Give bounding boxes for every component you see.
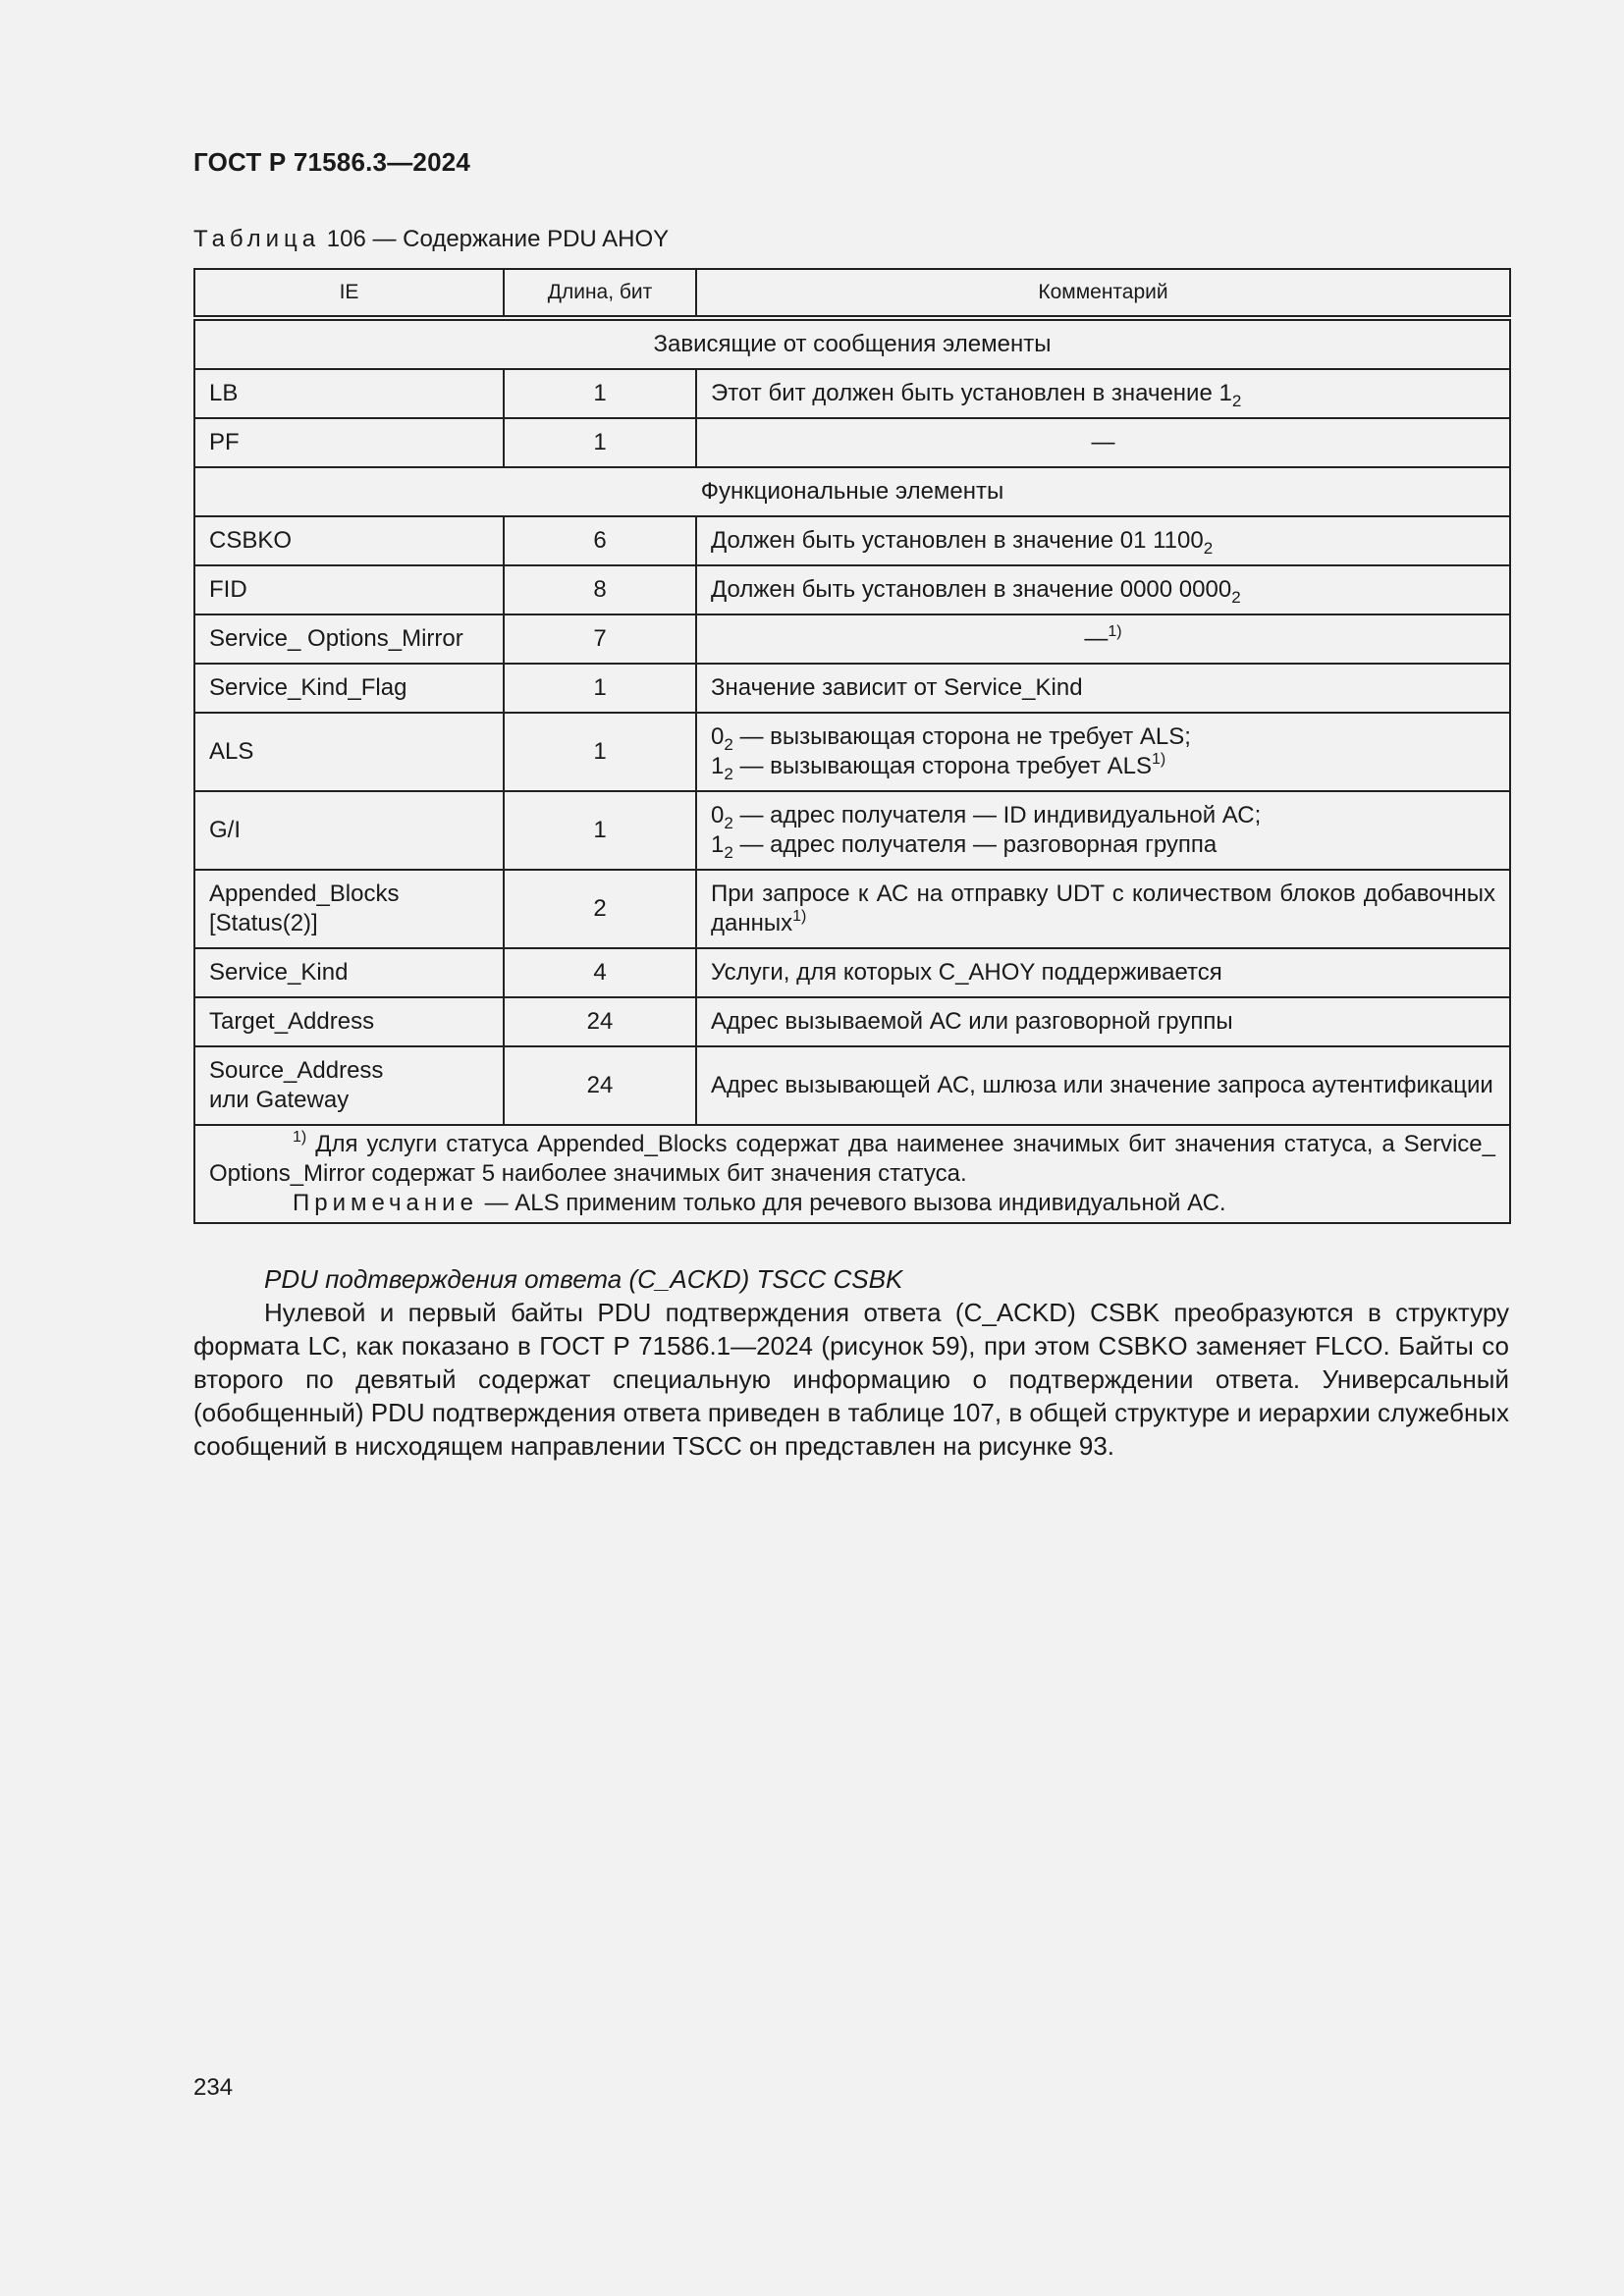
cell-length: 1 xyxy=(504,791,696,870)
table-caption-title: 106 — Содержание PDU AHOY xyxy=(326,226,670,252)
section-title: Функциональные элементы xyxy=(194,467,1510,516)
table-row xyxy=(194,418,1510,467)
section-subheading: PDU подтверждения ответа (C_ACKD) TSCC CSBK xyxy=(264,1264,903,1294)
table-header-row xyxy=(194,269,1510,318)
cell-ie: ALS xyxy=(194,713,504,791)
cell-comment: Услуги, для которых C_AHOY поддерживается xyxy=(696,948,1510,997)
cell-length: 1 xyxy=(504,664,696,713)
table-row xyxy=(194,948,1510,997)
cell-ie: PF xyxy=(194,418,504,467)
cell-ie: Source_Address или Gateway xyxy=(194,1046,504,1125)
cell-comment: $0_2$ — вызывающая сторона не требует ALS; $1_2$ — вызывающая сторона требует ALS$^{1)}$ xyxy=(696,713,1510,791)
table-row xyxy=(194,369,1510,418)
table-caption xyxy=(193,226,669,253)
cell-comment: $0_2$ — адрес получателя — ID индивидуальной АС; $1_2$ — адрес получателя — разговорная группа xyxy=(696,791,1510,870)
table-row xyxy=(194,614,1510,664)
pdu-table xyxy=(193,268,1511,1224)
table-footnote-row xyxy=(194,1125,1510,1223)
column-header-length: Длина, бит xyxy=(504,269,696,318)
cell-ie: G/I xyxy=(194,791,504,870)
table-row xyxy=(194,565,1510,614)
section-row xyxy=(194,467,1510,516)
document-id: ГОСТ Р 71586.3—2024 xyxy=(193,147,471,177)
footnote: $^{1)}$ Для услуги статуса Appended_Blocks содержат два наименее значимых бит значения статуса, а Service_ Options_Mirror содержат 5 наиболее значимых бит значения статуса. xyxy=(209,1129,1496,1187)
cell-length: 2 xyxy=(504,870,696,948)
body-paragraph: Нулевой и первый байты PDU подтверждения ответа (C_ACKD) CSBK преобразуются в структуру формата LC, как показано в ГОСТ Р 71586.1—2024 (рисунок 59), при этом CSBKO заменяет FLCO. Байты со второго по девятый содержат специальную информацию о подтверждении ответа. Универсальный (обобщенный) PDU подтверждения ответа приведен в таблице 107, в общей структуре и иерархии служебных сообщений в нисходящем направлении TSCC он представлен на рисунке 93. xyxy=(193,1298,1509,1461)
cell-length: 1 xyxy=(504,369,696,418)
table-note: Примечание — ALS применим только для речевого вызова индивидуальной АС. xyxy=(293,1190,1226,1216)
cell-ie: FID xyxy=(194,565,504,614)
cell-ie: Service_Kind xyxy=(194,948,504,997)
table-caption-word: Таблица xyxy=(193,226,321,252)
cell-ie: Appended_Blocks [Status(2)] xyxy=(194,870,504,948)
cell-length: 7 xyxy=(504,614,696,664)
cell-length: 24 xyxy=(504,997,696,1046)
cell-comment: При запросе к АС на отправку UDT с количеством блоков добавочных данных$^{1)}$ xyxy=(696,870,1510,948)
table-row xyxy=(194,1046,1510,1125)
page-number: 234 xyxy=(193,2074,234,2101)
column-header-ie: IE xyxy=(194,269,504,318)
cell-ie: LB xyxy=(194,369,504,418)
cell-length: 6 xyxy=(504,516,696,565)
cell-comment: Должен быть установлен в значение 0000 $0000_2$ xyxy=(696,565,1510,614)
section-title: Зависящие от сообщения элементы xyxy=(194,318,1510,369)
cell-comment: Адрес вызывающей АС, шлюза или значение запроса аутентификации xyxy=(696,1046,1510,1125)
cell-ie: CSBKO xyxy=(194,516,504,565)
column-header-comment: Комментарий xyxy=(696,269,1510,318)
cell-length: 8 xyxy=(504,565,696,614)
cell-length: 24 xyxy=(504,1046,696,1125)
cell-comment: Этот бит должен быть установлен в значение $1_2$ xyxy=(696,369,1510,418)
table-row xyxy=(194,713,1510,791)
cell-comment: Значение зависит от Service_Kind xyxy=(696,664,1510,713)
cell-ie: Service_ Options_Mirror xyxy=(194,614,504,664)
footnote-mark: 1) xyxy=(293,1129,307,1146)
cell-comment: Адрес вызываемой АС или разговорной группы xyxy=(696,997,1510,1046)
table-row xyxy=(194,870,1510,948)
table-row xyxy=(194,664,1510,713)
cell-comment: —$^{1)}$ xyxy=(696,614,1510,664)
body-section xyxy=(193,1262,1509,1463)
cell-comment: — xyxy=(696,418,1510,467)
cell-length: 1 xyxy=(504,713,696,791)
cell-length: 1 xyxy=(504,418,696,467)
cell-comment: Должен быть установлен в значение 01 $1100_2$ xyxy=(696,516,1510,565)
table-row xyxy=(194,997,1510,1046)
table-footnotes xyxy=(194,1125,1510,1223)
section-row xyxy=(194,318,1510,369)
cell-ie: Target_Address xyxy=(194,997,504,1046)
table-row xyxy=(194,791,1510,870)
cell-ie: Service_Kind_Flag xyxy=(194,664,504,713)
table-row xyxy=(194,516,1510,565)
cell-length: 4 xyxy=(504,948,696,997)
